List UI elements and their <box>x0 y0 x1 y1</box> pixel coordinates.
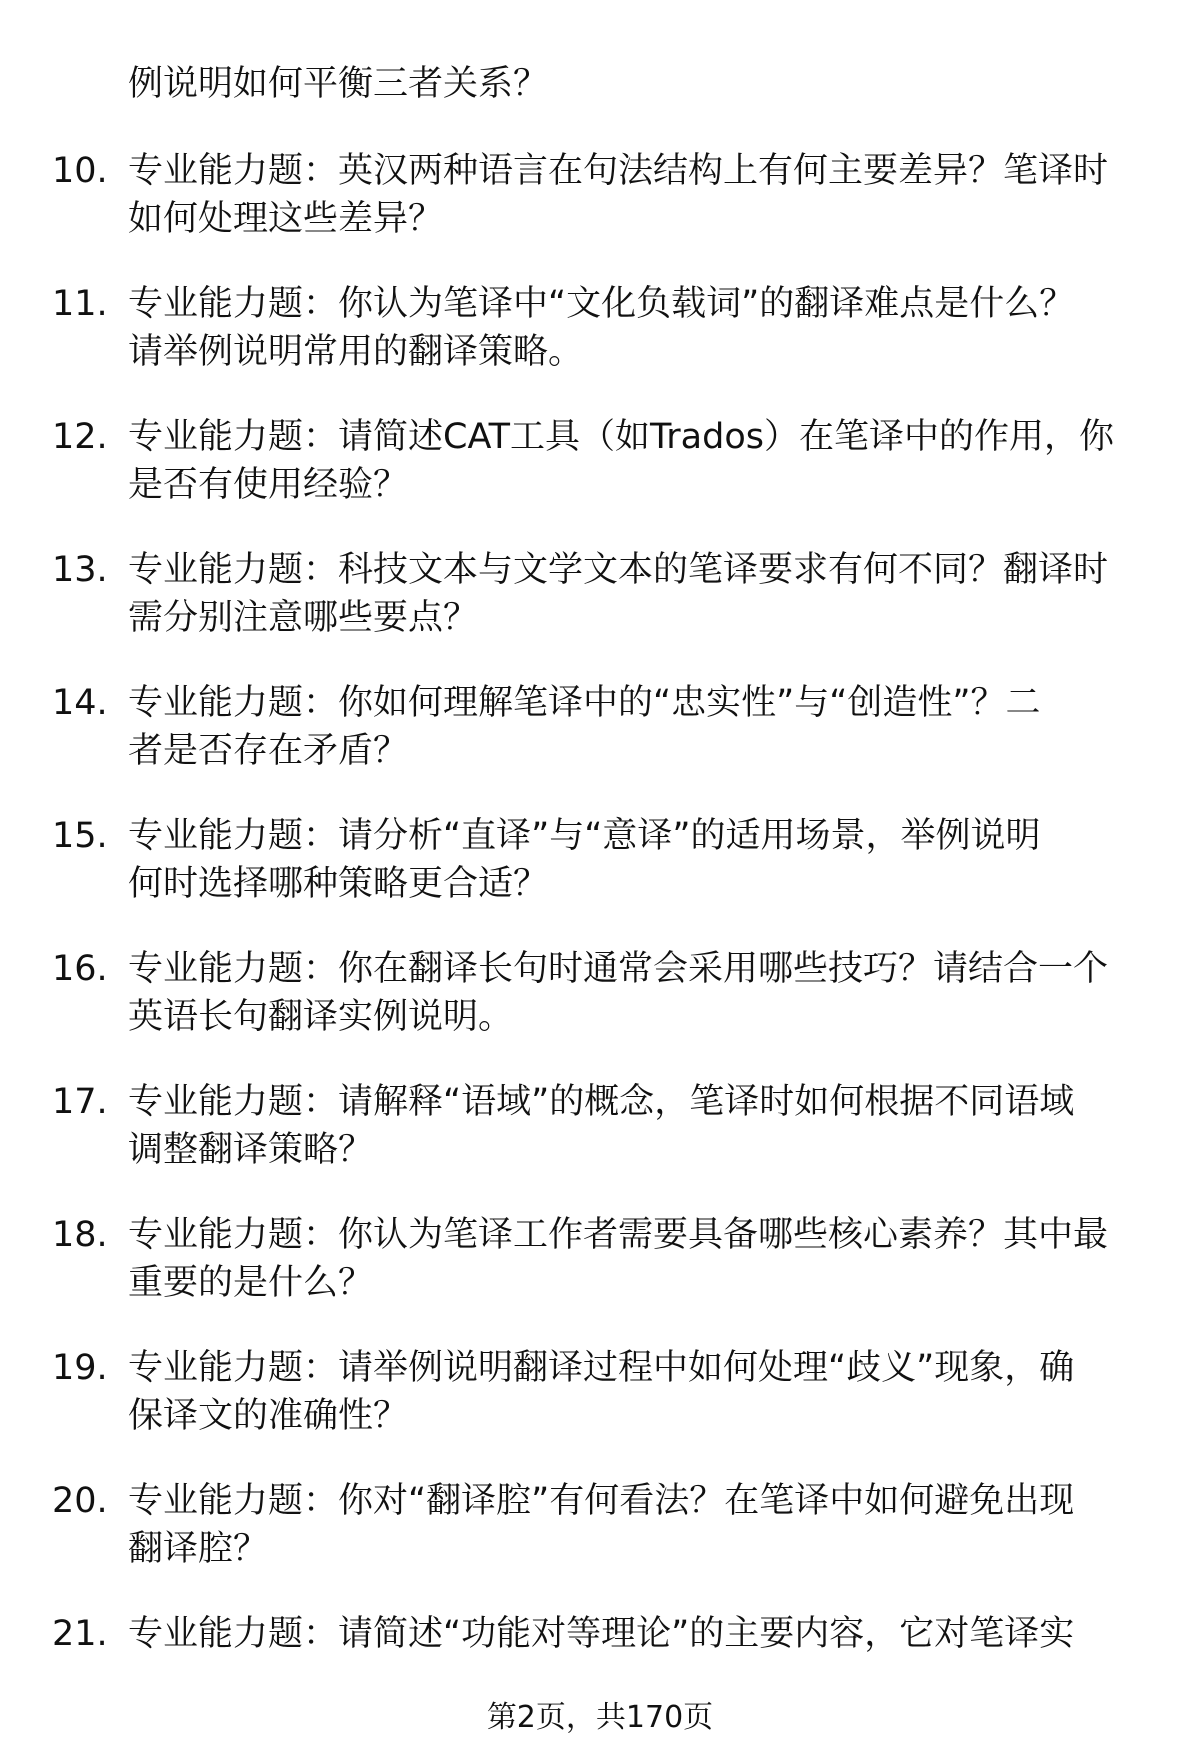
question-text-line: 请举例说明常用的翻译策略。 <box>128 332 584 372</box>
question-text-line: 专业能力题：你认为笔译工作者需要具备哪些核心素养？其中最 <box>128 1215 1109 1255</box>
question-number: 19. <box>52 1348 108 1388</box>
question-number: 16. <box>52 949 108 989</box>
question-text-line: 专业能力题：你在翻译长句时通常会采用哪些技巧？请结合一个 <box>128 949 1109 989</box>
question-text-line: 专业能力题：请解释“语域”的概念，笔译时如何根据不同语域 <box>128 1082 1075 1122</box>
question-number: 20. <box>52 1481 108 1521</box>
continuation-line: 例说明如何平衡三者关系？ <box>128 64 549 104</box>
question-text-line: 专业能力题：科技文本与文学文本的笔译要求有何不同？翻译时 <box>128 550 1109 590</box>
question-text-line: 需分别注意哪些要点？ <box>128 598 479 638</box>
question-text-line: 专业能力题：你如何理解笔译中的“忠实性”与“创造性”？二 <box>128 683 1041 723</box>
question-number: 13. <box>52 550 108 590</box>
question-number: 18. <box>52 1215 108 1255</box>
question-number: 11. <box>52 284 108 324</box>
question-text-line: 专业能力题：你认为笔译中“文化负载词”的翻译难点是什么？ <box>128 284 1075 324</box>
question-text-line: 专业能力题：你对“翻译腔”有何看法？在笔译中如何避免出现 <box>128 1481 1075 1521</box>
question-number: 21. <box>52 1614 108 1654</box>
question-text-line: 专业能力题：请简述“功能对等理论”的主要内容，它对笔译实 <box>128 1614 1075 1654</box>
question-text-line: 专业能力题：请简述CAT工具（如Trados）在笔译中的作用，你 <box>128 417 1114 457</box>
question-number: 15. <box>52 816 108 856</box>
question-number: 12. <box>52 417 108 457</box>
question-text-line: 翻译腔？ <box>128 1529 269 1569</box>
question-text-line: 何时选择哪种策略更合适？ <box>128 864 549 904</box>
question-text-line: 英语长句翻译实例说明。 <box>128 997 514 1037</box>
question-text-line: 专业能力题：英汉两种语言在句法结构上有何主要差异？笔译时 <box>128 151 1109 191</box>
question-text-line: 专业能力题：请举例说明翻译过程中如何处理“歧义”现象，确 <box>128 1348 1075 1388</box>
question-text-line: 专业能力题：请分析“直译”与“意译”的适用场景，举例说明 <box>128 816 1041 856</box>
question-number: 10. <box>52 151 108 191</box>
question-text-line: 是否有使用经验？ <box>128 465 409 505</box>
question-number: 14. <box>52 683 108 723</box>
question-text-line: 如何处理这些差异？ <box>128 199 444 239</box>
question-text-line: 调整翻译策略？ <box>128 1130 374 1170</box>
page-footer: 第2页，共170页 <box>486 1700 714 1735</box>
question-number: 17. <box>52 1082 108 1122</box>
question-text-line: 重要的是什么？ <box>128 1263 374 1303</box>
question-text-line: 保译文的准确性？ <box>128 1396 409 1436</box>
question-text-line: 者是否存在矛盾？ <box>128 731 409 771</box>
